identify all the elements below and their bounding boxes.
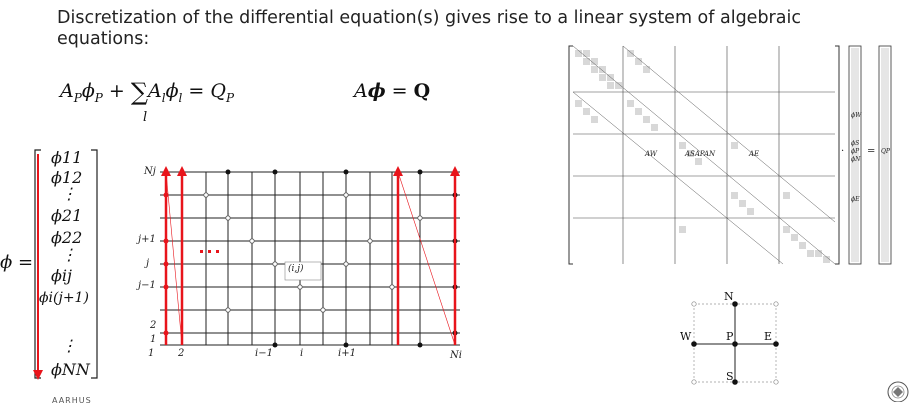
footer-text: AARHUS [52, 396, 92, 405]
eq1-phi: ϕ [81, 80, 95, 102]
eq1-al: A [147, 80, 162, 102]
eq2-q: Q [413, 80, 431, 102]
equation-discrete [60, 78, 234, 106]
vector-item: ⋮ [61, 184, 77, 203]
row-label-1: 1 [150, 334, 157, 345]
rhs-label-qp: QP [881, 148, 890, 155]
row-label-j: j [146, 258, 150, 269]
sum-index: l [143, 110, 148, 125]
eq1-q: Q [210, 80, 226, 102]
eq1-sub-p2: P [94, 90, 103, 105]
vector-item: ϕi(j+1) [39, 290, 89, 306]
eq1-sub-l2: l [178, 90, 183, 105]
col-label-ni: Ni [450, 350, 462, 361]
matrix-label-ae: AE [749, 150, 760, 158]
eq1-plus: + [102, 80, 131, 102]
row-label-2: 2 [150, 320, 157, 331]
seal-icon [883, 378, 913, 402]
phi-vector-label: ϕ = [0, 252, 34, 273]
col-label-2: 2 [178, 348, 185, 359]
cell-label: (i,j) [288, 264, 304, 274]
stencil-label-p: P [726, 330, 734, 343]
eq1-sub-p3: P [225, 90, 235, 105]
stencil-svg [680, 290, 790, 390]
coefficient-matrix-figure [567, 42, 912, 270]
vector-item: ϕ21 [51, 206, 83, 225]
vec-label-p: ϕP [851, 148, 860, 155]
stencil-figure [680, 290, 790, 390]
vector-item: ⋮ [61, 245, 77, 264]
eq2-a: A [354, 80, 368, 102]
vector-item: ϕ22 [51, 228, 83, 247]
vector-item: ⋮ [61, 336, 77, 355]
university-seal-logo [883, 378, 913, 402]
row-label-jp1: j+1 [138, 234, 156, 245]
eq1-a: A [60, 80, 74, 102]
vec-label-e: ϕE [851, 196, 860, 203]
stencil-label-w: W [680, 330, 692, 343]
mesh-grid-figure [130, 150, 470, 365]
intro-line-2: equations: [57, 29, 150, 49]
row-label-nj: Nj [144, 166, 156, 177]
col-label-im1: i−1 [255, 348, 273, 359]
eq1-sub-l: l [161, 90, 166, 105]
eq1-equals: = [182, 80, 211, 102]
vector-item: ϕij [51, 266, 72, 285]
matrix-dot: · [841, 146, 845, 157]
vec-label-n: ϕN [851, 156, 861, 163]
stencil-label-e: E [764, 330, 773, 343]
eq2-phi: ϕ [367, 80, 386, 102]
row-label-jm1: j−1 [138, 280, 156, 291]
vec-label-w: ϕW [851, 112, 862, 119]
sum-symbol: ∑ [130, 78, 148, 106]
eq1-sub-p: P [73, 90, 82, 105]
mesh-grid-svg [130, 150, 470, 365]
equation-matrix [354, 80, 430, 102]
eq2-equals: = [385, 80, 414, 102]
vector-item: ϕ12 [51, 168, 83, 187]
col-label-ip1: i+1 [338, 348, 356, 359]
stencil-label-n: N [724, 290, 734, 303]
matrix-equals: = [867, 146, 876, 157]
phi-vector [33, 148, 99, 380]
col-label-i: i [300, 348, 304, 359]
eq1-phi-l: ϕ [165, 80, 179, 102]
vec-label-s: ϕS [851, 140, 860, 147]
stencil-label-s: S [726, 370, 734, 383]
vector-item: ϕ11 [51, 148, 83, 167]
matrix-label-asapan: ASAPAN [685, 150, 716, 158]
col-label-1: 1 [148, 348, 155, 359]
vector-item: ϕNN [51, 360, 90, 379]
intro-line-1: Discretization of the differential equation(s) gives rise to a linear system of algebraic [57, 8, 801, 28]
matrix-label-aw: AW [645, 150, 657, 158]
